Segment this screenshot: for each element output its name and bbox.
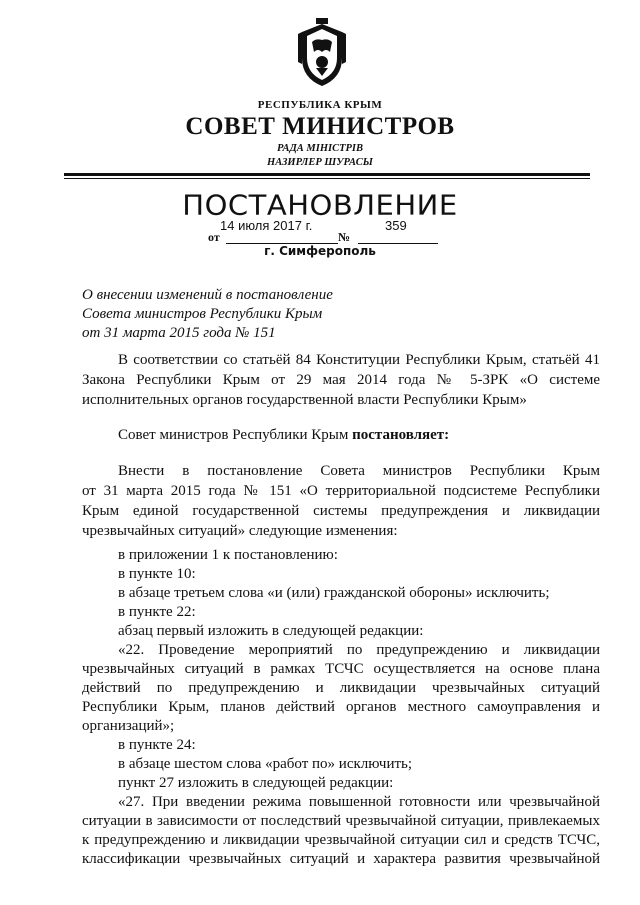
intro-paragraph [82,461,600,541]
list-item: абзац первый изложить в следующей редакции: [118,623,424,639]
resolves-text: Совет министров Республики Крым [118,427,353,443]
preamble-line: Закона Республики Крым от 29 мая 2014 года № 5-ЗРК «О системе [82,372,600,388]
preamble-paragraph [82,350,600,410]
council-name-crimean-tatar: НАЗИРЛЕР ШУРАСЫ [267,157,373,168]
quote27-line: классификации чрезвычайных ситуаций и характера развития чрезвычайной [82,851,600,867]
decree-subject [82,286,333,343]
council-name: СОВЕТ МИНИСТРОВ [185,113,455,140]
city: г. Симферополь [264,244,376,258]
preamble-line: В соответствии со статьёй 84 Конституции Республики Крым, статьёй 41 [118,352,600,368]
quote22-line: организаций»; [82,718,175,734]
quote27-line: к предупреждению и ликвидации чрезвычайной ситуации сил и средств ТСЧС, [82,832,600,848]
quote22-line: действий по предупреждению и ликвидации чрезвычайных ситуаций [82,680,600,696]
resolves-paragraph [82,425,600,445]
intro-line: от 31 марта 2015 года № 151 «О территориальной подсистеме Республики [82,483,600,499]
intro-line: чрезвычайных ситуаций» следующие изменения: [82,523,398,539]
subject-line: О внесении изменений в постановление [82,287,333,303]
quote22-line: чрезвычайных ситуаций в рамках ТСЧС осуществляется на основе плана [82,661,600,677]
quote22-line: Республики Крым, планов действий органов местного самоуправления и [82,699,600,715]
list-item: в абзаце шестом слова «работ по» исключить; [118,756,413,772]
number-label: № [338,230,351,244]
from-label: от [208,230,220,244]
changes-list [82,546,600,869]
document-type-title: ПОСТАНОВЛЕНИЕ [182,188,458,222]
resolves-keyword: постановляет: [352,427,450,443]
subject-line: от 31 марта 2015 года № 151 [82,325,276,341]
list-item: пункт 27 изложить в следующей редакции: [118,775,394,791]
intro-line: Крым единой государственной системы предупреждения и ликвидации [82,503,600,519]
council-name-ukrainian: РАДА МІНІСТРІВ [276,143,364,154]
quote22-line: «22. Проведение мероприятий по предупреждению и ликвидации [118,642,600,658]
header-divider-thick [64,173,590,176]
coat-of-arms-icon [294,18,350,90]
republic-name: РЕСПУБЛИКА КРЫМ [257,99,383,111]
quote27-line: ситуации в зависимости от последствий чрезвычайной ситуации, привлекаемых [82,813,600,829]
list-item: в пункте 22: [118,604,196,620]
subject-line: Совета министров Республики Крым [82,306,323,322]
list-item: в приложении 1 к постановлению: [118,547,338,563]
header-divider-thin [64,178,590,179]
list-item: в абзаце третьем слова «и (или) гражданской обороны» исключить; [118,585,550,601]
intro-line: Внести в постановление Совета министров Республики Крым [118,463,600,479]
quote27-line: «27. При введении режима повышенной готовности или чрезвычайной [118,794,600,810]
decree-date: 14 июля 2017 г. [220,218,313,233]
decree-number: 359 [385,218,407,233]
preamble-line: исполнительных органов государственной власти Республики Крым» [82,392,527,408]
list-item: в пункте 24: [118,737,196,753]
list-item: в пункте 10: [118,566,196,582]
